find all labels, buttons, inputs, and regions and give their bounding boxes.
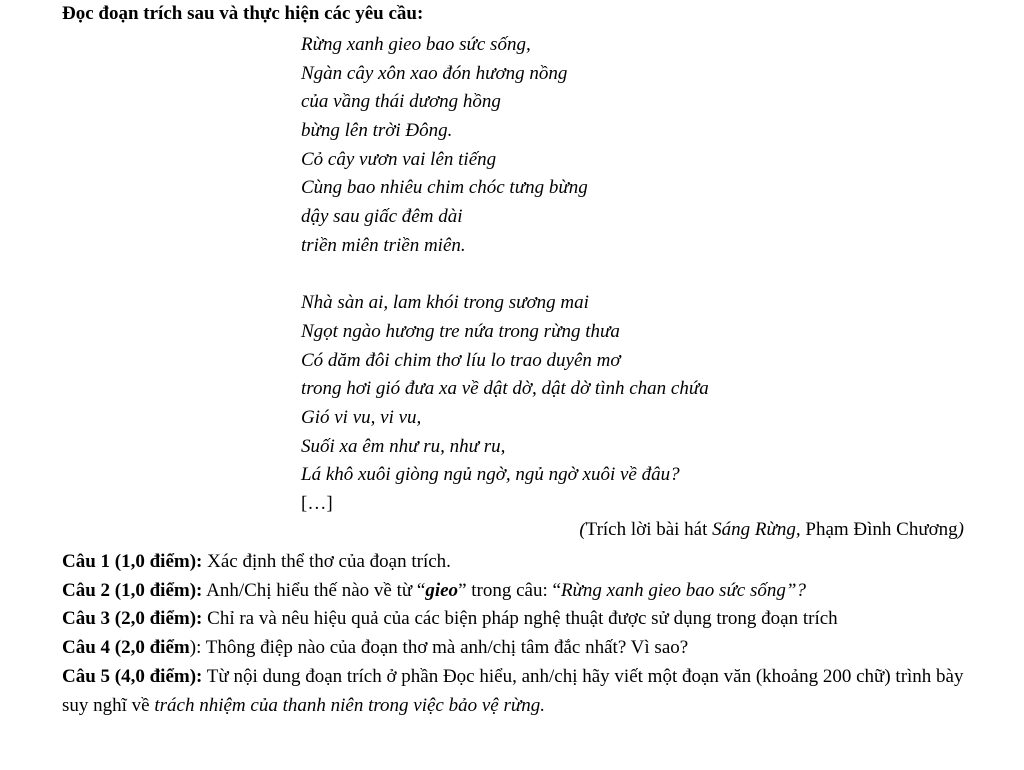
poem-line: dậy sau giấc đêm dài — [301, 206, 463, 228]
poem-line: triền miên triền miên. — [301, 234, 466, 256]
poem-line: Có dăm đôi chim thơ líu lo trao duyên mơ — [301, 349, 621, 371]
source-close-paren: ) — [957, 519, 964, 540]
question-label: Câu 1 (1,0 điểm): — [62, 551, 203, 572]
question-quote: Rừng xanh gieo bao sức sống”? — [560, 579, 806, 601]
question-text: Anh/Chị hiểu thế nào về từ “ — [202, 579, 426, 601]
question-label: Câu 3 (2,0 điểm): — [62, 608, 203, 630]
question-text: ” trong câu: “ — [458, 579, 561, 601]
question-topic: trách nhiệm của thanh niên trong việc bảo vệ rừng. — [154, 694, 545, 716]
source-song-title: Sáng Rừng, — [712, 519, 801, 540]
question-5 — [62, 663, 972, 720]
question-text: Xác định thể thơ của đoạn trích. — [202, 551, 451, 572]
question-text: Từ nội dung đoạn trích ở phần Đọc hiểu, anh/chị hãy viết một đoạn văn (khoảng 200 chữ) trình bày suy nghĩ về — [62, 665, 964, 716]
instruction-heading: Đọc đoạn trích sau và thực hiện các yêu cầu: — [62, 3, 424, 24]
poem-line: Gió vi vu, vi vu, — [301, 406, 422, 428]
poem-line: Ngọt ngào hương tre nứa trong rừng thưa — [301, 320, 620, 342]
poem-line: bừng lên trời Đông. — [301, 120, 453, 142]
question-label: Câu 4 (2,0 điểm — [62, 637, 190, 659]
question-keyword: gieo — [425, 579, 459, 601]
question-text: Chỉ ra và nêu hiệu quả của các biện pháp nghệ thuật được sử dụng trong đoạn trích — [202, 608, 838, 630]
question-label: Câu 5 (4,0 điểm): — [62, 665, 203, 687]
poem-excerpt — [301, 31, 709, 519]
source-citation — [579, 519, 964, 541]
poem-line: trong hơi gió đưa xa về dật dờ, dật dờ tình chan chứa — [301, 378, 709, 400]
question-3 — [62, 605, 972, 634]
poem-line: Rừng xanh gieo bao sức sống, — [301, 34, 531, 55]
poem-line: Suối xa êm như ru, như ru, — [301, 435, 506, 457]
poem-ellipsis: […] — [301, 493, 333, 514]
question-label: Câu 2 (1,0 điểm): — [62, 579, 203, 601]
question-4 — [62, 634, 972, 663]
question-text: : Thông điệp nào của đoạn thơ mà anh/chị tâm đắc nhất? Vì sao? — [196, 637, 689, 659]
source-open-paren: ( — [579, 519, 586, 540]
stanza-gap — [301, 261, 709, 290]
poem-line: Cỏ cây vươn vai lên tiếng — [301, 148, 497, 170]
poem-line: Nhà sàn ai, lam khói trong sương mai — [301, 292, 589, 314]
source-prefix: Trích lời bài hát — [585, 519, 713, 540]
poem-line: của vầng thái dương hồng — [301, 91, 501, 113]
question-2 — [62, 577, 972, 606]
poem-line: Lá khô xuôi giòng ngủ ngờ, ngủ ngờ xuôi về đâu? — [301, 464, 680, 486]
question-1 — [62, 548, 972, 577]
source-author: Phạm Đình Chương — [800, 519, 958, 540]
poem-line: Cùng bao nhiêu chim chóc tưng bừng — [301, 177, 588, 199]
poem-line: Ngàn cây xôn xao đón hương nồng — [301, 62, 568, 84]
question-label-end: ) — [189, 637, 197, 659]
question-list — [62, 548, 972, 720]
